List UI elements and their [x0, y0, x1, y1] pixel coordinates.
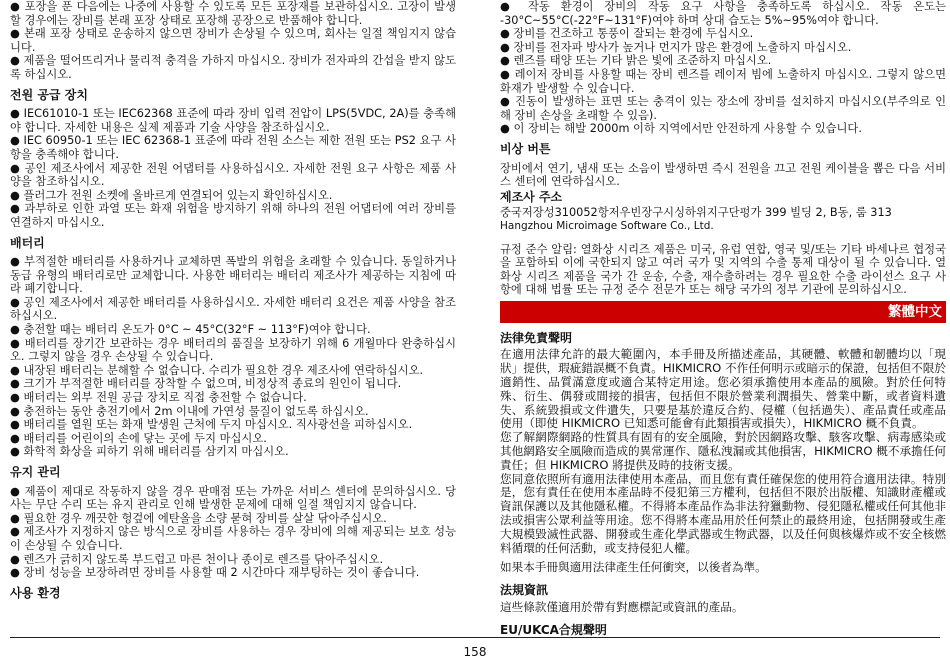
section-heading-eu-ukca: EU/UKCA合規聲明	[500, 622, 607, 637]
footer-divider	[10, 637, 940, 638]
list-item: ● 렌즈를 태양 또는 기타 밝은 빛에 조준하지 마십시오.	[500, 54, 772, 68]
list-item: ● 배터리를 장기간 보관하는 경우 배터리의 품질을 보장하기 위해 6 개월마다 완충하십시오. 그렇지 않을 경우 손상될 수 있습니다.	[10, 336, 456, 364]
legal-paragraph: 您同意依照所有適用法律使用本產品，而且您有責任確保您的使用符合適用法律。特別是，您有責任在使用本產品時不侵犯第三方權利，包括但不限於出版權、知識財產權或資訊保護以及其他隱私權。不得將本產品作為非法狩獵動物、侵犯隱私權或任何其他非法或損害公眾利益等用途。您不得將本產品用於任何禁止的最終用途，包括開發或生產大規模毀滅性武器、開發或生產化學武器或生物武器，以及任何與核爆炸或不安全核燃料循環的任何活動，或支持侵犯人權。	[500, 471, 946, 555]
section-heading-manufacturer: 제조사 주소	[500, 189, 563, 204]
list-item: ● 크기가 부적절한 배터리를 장착할 수 없으며, 비정상적 종료의 원인이 됩니다.	[10, 377, 402, 391]
list-item: ● 화학적 화상을 피하기 위해 배터리를 삼키지 마십시오.	[10, 445, 289, 459]
emergency-text: 장비에서 연기, 냄새 또는 소음이 발생하면 즉시 전원을 끄고 전원 케이블을 뽑은 다음 서비스 센터에 연락하십시오.	[500, 161, 946, 189]
list-item: ● 장비 성능을 보장하려면 장비를 사용할 때 2 시간마다 재부팅하는 것이 좋습니다.	[10, 566, 420, 580]
list-item: ● 렌즈가 긁히지 않도록 부드럽고 마른 천이나 종이로 렌즈를 닦아주십시오.	[10, 552, 384, 566]
list-item: ● 배터리를 열원 또는 화재 발생원 근처에 두지 마십시오. 직사광선을 피하십시오.	[10, 418, 413, 432]
list-item: ● 내장된 배터리는 분해할 수 없습니다. 수리가 필요한 경우 제조사에 연락하십시오.	[10, 363, 424, 377]
legal-paragraph: 您了解網際網路的性質具有固有的安全風險，對於因網路攻擊、駭客攻擊、病毒感染或其他網路安全風險而造成的異常運作、隱私洩漏或其他損害，HIKMICRO 概不承擔任何責任；但 HIKMICRO 將提供及時的技術支援。	[500, 430, 946, 472]
list-item: ● 배터리를 어린이의 손에 닿는 곳에 두지 마십시오.	[10, 431, 267, 445]
list-item: ● IEC 60950-1 또는 IEC 62368-1 표준에 따라 전원 소스는 제한 전원 또는 PS2 요구 사항을 충족해야 합니다.	[10, 134, 456, 161]
list-item: ● 필요한 경우 깨끗한 헝겊에 에탄올을 소량 묻혀 장비를 살살 닦아주십시오.	[10, 511, 387, 525]
list-item: ● 진동이 발생하는 표면 또는 충격이 있는 장소에 장비를 설치하지 마십시오(부주의로 인해 장비 손상을 초래할 수 있음).	[500, 95, 946, 122]
list-item: ● 과부하로 인한 과열 또는 화재 위험을 방지하기 위해 하나의 전원 어댑터에 여러 장비를 연결하지 마십시오.	[10, 202, 456, 229]
section-heading-power: 전원 공급 장치	[10, 87, 88, 102]
list-item: ● 제조사가 지정하지 않은 방식으로 장비를 사용하는 경우 장비에 의해 제공되는 보호 성능이 손상될 수 있습니다.	[10, 525, 456, 552]
language-section-bar: 繁體中文	[500, 301, 946, 323]
list-item: ● 장비를 전자파 방사가 높거나 먼지가 많은 환경에 노출하지 마십시오.	[500, 40, 852, 54]
right-column	[500, 0, 946, 640]
list-item: ● 부적절한 배터리를 사용하거나 교체하면 폭발의 위험을 초래할 수 있습니다. 동일하거나 동급 유형의 배터리로만 교체합니다. 사용한 배터리는 배터리 제조사가 제공하는 지침에 따라 폐기합니다.	[10, 255, 456, 296]
left-column	[10, 0, 456, 605]
list-item: ● 공인 제조사에서 제공한 전원 어댑터를 사용하십시오. 자세한 전원 요구 사항은 제품 사양을 참조하십시오.	[10, 161, 456, 189]
page-number: 158	[463, 645, 487, 659]
list-item: ● 충전하는 동안 충전기에서 2m 이내에 가연성 물질이 없도록 하십시오.	[10, 404, 369, 418]
section-heading-environment: 사용 환경	[10, 585, 61, 600]
regulatory-text: 這些條款僅適用於帶有對應標記或資訊的產品。	[500, 599, 744, 614]
list-item: ● 배터리는 외부 전원 공급 장치로 직접 충전할 수 없습니다.	[10, 391, 307, 405]
list-item: ● 제품을 떨어뜨리거나 물리적 충격을 가하지 마십시오. 장비가 전자파의 간섭을 받지 않도록 하십시오.	[10, 54, 456, 81]
section-heading-regulatory: 法規資訊	[500, 583, 549, 598]
list-item: ● 플러그가 전원 소켓에 올바르게 연결되어 있는지 확인하십시오.	[10, 188, 333, 202]
legal-paragraph: 在適用法律允許的最大範圍內，本手冊及所描述產品，其硬體、軟體和韌體均以「現狀」提供，瑕疵錯誤概不負責。HIKMICRO 不作任何明示或暗示的保證，包括但不限於適銷性、品質滿意度或適合某特定用途。您必須承擔使用本產品的風險。對於任何特殊、衍生、偶發或間接的損害，包括但不限於營業利潤損失、營業中斷，或者資料遺失、系統毀損或文件遺失，只要是基於違反合約、侵權（包括過失）、產品責任或產品使用（即使 HIKMICRO 已知悉可能會有此類損害或損失），HIKMICRO 概不負責。	[500, 347, 946, 431]
list-item: ● 제품이 제대로 작동하지 않을 경우 판매점 또는 가까운 서비스 센터에 문의하십시오. 당사는 무단 수리 또는 유지 관리로 인해 발생한 문제에 대해 일절 책임지지 않습니다.	[10, 484, 456, 512]
list-item: ● IEC61010-1 또는 IEC62368 표준에 따라 장비 입력 전압이 LPS(5VDC, 2A)를 충족해야 합니다. 자세한 내용은 실제 제품과 기술 사양을 참조하십시오.	[10, 107, 456, 134]
list-item: ● 포장을 푼 다음에는 나중에 사용할 수 있도록 모든 포장재를 보관하십시오. 고장이 발생할 경우에는 장비를 본래 포장 상태로 포장해 공장으로 반품해야 합니다.	[10, 0, 456, 27]
list-item: ● 작동 환경이 장비의 작동 요구 사항을 충족하도록 하십시오. 작동 온도는 -30°C~55°C(-22°F~131°F)여야 하며 상대 습도는 5%~95%여야 합니다.	[500, 0, 946, 27]
list-item: ● 충전할 때는 배터리 온도가 0°C ~ 45°C(32°F ~ 113°F)여야 합니다.	[10, 323, 371, 337]
section-heading-battery: 배터리	[10, 235, 45, 250]
compliance-notice: 규정 준수 알림: 열화상 시리즈 제품은 미국, 유럽 연합, 영국 및/또는 기타 바세나르 협정국을 포함하되 이에 국한되지 않고 여러 국가 및 지역의 수출 통제 대상이 될 수 있습니다. 열화상 시리즈 제품을 국가 간 운송, 수출, 재수출하려는 경우 필요한 수출 라이선스 요구 사항에 대해 법률 또는 규정 준수 전문가 또는 해당 국가의 정부 기관에 문의하십시오.	[500, 242, 946, 297]
section-heading-emergency: 비상 버튼	[500, 141, 551, 156]
section-heading-maintenance: 유지 관리	[10, 465, 61, 479]
list-item: ● 본래 포장 상태로 운송하지 않으면 장비가 손상될 수 있으며, 회사는 일절 책임지지 않습니다.	[10, 27, 456, 54]
manufacturer-company: Hangzhou Microimage Software Co., Ltd.	[500, 219, 714, 232]
list-item: ● 공인 제조사에서 제공한 배터리를 사용하십시오. 자세한 배터리 요건은 제품 사양을 참조하십시오.	[10, 295, 456, 323]
list-item: ● 이 장비는 해발 2000m 이하 지역에서만 안전하게 사용할 수 있습니다.	[500, 122, 862, 136]
list-item: ● 장비를 건조하고 통풍이 잘되는 환경에 두십시오.	[500, 27, 754, 41]
list-item: ● 레이저 장비를 사용할 때는 장비 렌즈를 레이저 빔에 노출하지 마십시오. 그렇지 않으면 화재가 발생할 수 있습니다.	[500, 67, 946, 95]
section-heading-legal: 法律免責聲明	[500, 330, 573, 345]
manufacturer-address: 중국저장성310052항저우빈장구시싱하위지구단펑가 399 빌딩 2, B동, 룸 313	[500, 206, 892, 220]
legal-paragraph: 如果本手冊與適用法律產生任何衝突，以後者為準。	[500, 560, 767, 575]
